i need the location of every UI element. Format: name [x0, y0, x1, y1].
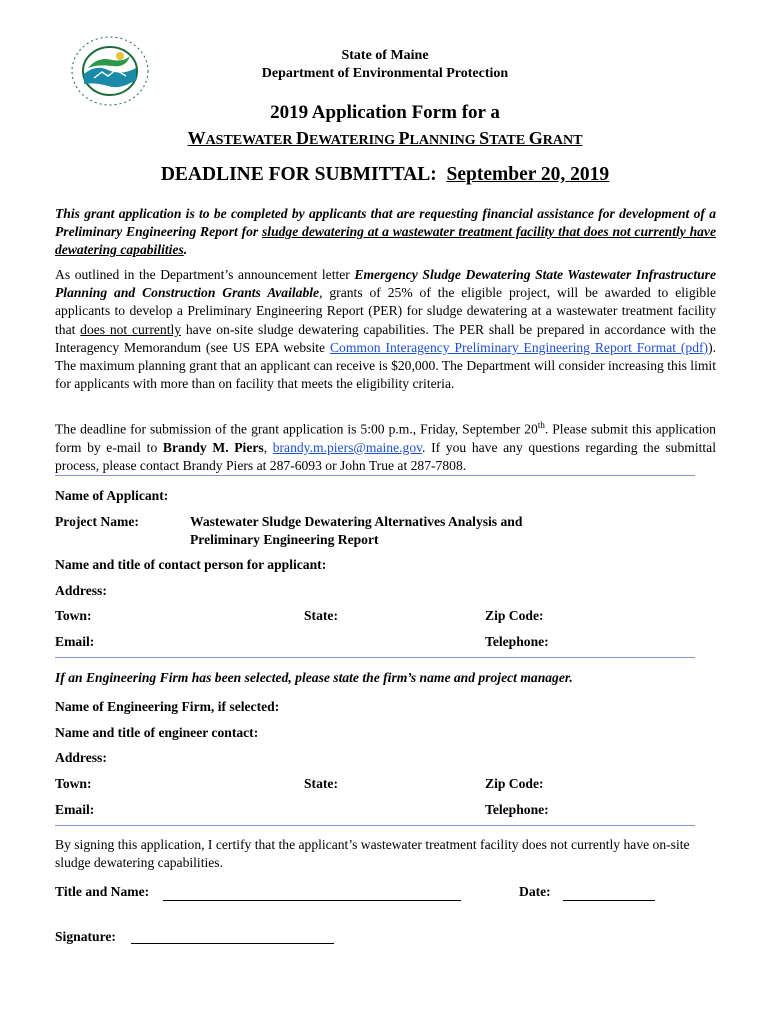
project-name-value-2: Preliminary Engineering Report: [190, 532, 379, 547]
engineering-address-label: Address:: [55, 750, 107, 765]
applicant-name-label: Name of Applicant:: [55, 488, 169, 503]
date-label: Date:: [519, 884, 551, 899]
deadline-heading: [0, 164, 770, 186]
applicant-state-label: State:: [304, 608, 338, 623]
engineering-firm-label: Name of Engineering Firm, if selected:: [55, 699, 280, 714]
engineering-phone-label: Telephone:: [485, 802, 549, 817]
engineering-state-label: State:: [304, 776, 338, 791]
applicant-zip-label: Zip Code:: [485, 608, 544, 623]
intro-paragraph-2: As outlined in the Department’s announcement letter Emergency Sludge Dewatering State Wastewater Infrastructure Planning and Construction Grants Available, grants of 25% of the eligible project, will be awarded to eligible applicants to develop a Preliminary Engineering Report (PER) for sludge dewatering at a wastewater treatment facility that does not currently have on-site sludge dewatering capabilities. The PER shall be prepared in accordance with the Interagency Memorandum (see US EPA website Common Interagency Preliminary Engineering Report Format (pdf)). The maximum planning grant that an applicant can receive is $20,000. The Department will consider increasing this limit for applicants with more than on facility that meets the eligibility criteria.: [55, 267, 717, 392]
org-line-1: State of Maine: [341, 48, 429, 63]
engineering-email-label: Email:: [55, 802, 95, 817]
deadline-date: September 20, 2019: [446, 164, 610, 185]
form-title: 2019 Application Form for a: [270, 102, 500, 123]
engineering-town-label: Town:: [55, 776, 92, 791]
engineering-zip-label: Zip Code:: [485, 776, 544, 791]
applicant-email-label: Email:: [55, 634, 95, 649]
project-name-value-1: Wastewater Sludge Dewatering Alternatives Analysis and: [190, 514, 523, 529]
signature-field[interactable]: [131, 943, 334, 944]
divider-1: [55, 475, 695, 476]
date-field[interactable]: [563, 900, 655, 901]
intro-paragraph-3: The deadline for submission of the grant application is 5:00 p.m., Friday, September 20th. Please submit this application form by e-mail to Brandy M. Piers, brandy.m.piers@maine.gov. If you have any questions regarding the submittal process, please contact Brandy Piers at 287-6093 or John True at 287-7808.: [55, 420, 716, 473]
divider-3: [55, 825, 695, 826]
engineer-contact-label: Name and title of engineer contact:: [55, 725, 259, 740]
applicant-phone-label: Telephone:: [485, 634, 549, 649]
signature-label: Signature:: [55, 929, 116, 944]
applicant-town-label: Town:: [55, 608, 92, 623]
title-name-field[interactable]: [163, 900, 461, 901]
certification-text: By signing this application, I certify that the applicant’s wastewater treatment facility does not currently have on-site sludge dewatering capabilities.: [55, 837, 690, 871]
epa-per-format-link[interactable]: Common Interagency Preliminary Engineering Report Format (pdf): [329, 339, 709, 355]
intro-paragraph-1: This grant application is to be completed by applicants that are requesting financial assistance for development of a Preliminary Engineering Report for sludge dewatering at a wastewater treatment facility that does not currently have dewatering capabilities.: [55, 206, 716, 258]
email-link[interactable]: brandy.m.piers@maine.gov: [272, 439, 423, 455]
org-line-2: Department of Environmental Protection: [261, 66, 509, 81]
contact-person-label: Name and title of contact person for applicant:: [55, 557, 327, 572]
project-name-label: Project Name:: [55, 514, 139, 529]
applicant-address-label: Address:: [55, 583, 107, 598]
title-name-label: Title and Name:: [55, 884, 150, 899]
form-subtitle: WASTEWATER DEWATERING PLANNING STATE GRANT: [187, 128, 583, 148]
deadline-label: DEADLINE FOR SUBMITTAL:: [160, 164, 437, 185]
divider-2: [55, 657, 695, 658]
engineering-instruction: If an Engineering Firm has been selected, please state the firm’s name and project manager.: [55, 670, 573, 685]
